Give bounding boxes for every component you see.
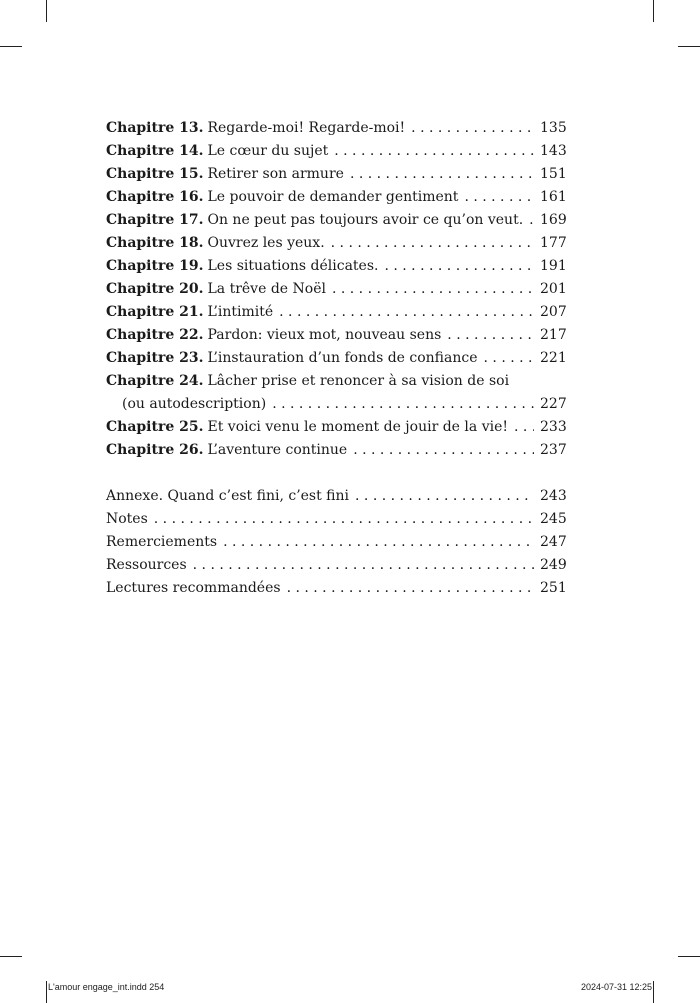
page-number: 251 <box>540 580 567 596</box>
page-number: 217 <box>540 327 567 343</box>
toc-entry-back-matter <box>106 531 566 554</box>
page-number: 161 <box>540 189 567 205</box>
chapter-title: L’instauration d’un fonds de confiance <box>207 350 478 366</box>
leader-dots <box>331 232 534 255</box>
toc-entry <box>106 140 566 163</box>
toc-entry-first-line <box>106 370 566 393</box>
crop-mark <box>46 981 47 1003</box>
crop-mark <box>0 46 22 47</box>
crop-mark <box>653 981 654 1003</box>
leader-dots <box>334 140 534 163</box>
toc-entry-back-matter <box>106 577 566 600</box>
page-number: 243 <box>540 488 567 504</box>
chapter-title: Le pouvoir de demander gentiment <box>207 189 459 205</box>
page-number: 221 <box>540 350 567 366</box>
leader-dots <box>272 393 534 416</box>
page-number: 169 <box>540 212 567 228</box>
leader-dots <box>529 209 534 232</box>
toc-entry <box>106 416 566 439</box>
toc-entry <box>106 347 566 370</box>
chapter-label: Chapitre 21. <box>106 304 204 320</box>
toc-entry <box>106 301 566 324</box>
chapter-label: Chapitre 14. <box>106 143 204 159</box>
chapter-title: L’intimité <box>207 304 274 320</box>
leader-dots <box>353 439 534 462</box>
section-title: Notes <box>106 511 148 527</box>
chapter-title: La trêve de Noël <box>207 281 326 297</box>
page-number: 201 <box>540 281 567 297</box>
page-number: 233 <box>540 419 567 435</box>
toc-entry <box>106 255 566 278</box>
chapter-label: Chapitre 19. <box>106 258 204 274</box>
leader-dots <box>350 163 534 186</box>
leader-dots <box>464 186 534 209</box>
chapter-title: Les situations délicates. <box>207 258 379 274</box>
leader-dots <box>514 416 534 439</box>
page-number: 207 <box>540 304 567 320</box>
print-slug-date: 2024-07-31 12:25 <box>580 982 652 992</box>
chapter-label: Chapitre 13. <box>106 120 204 136</box>
toc-entry <box>106 186 566 209</box>
toc-entry <box>106 117 566 140</box>
chapter-label: Chapitre 25. <box>106 419 204 435</box>
chapter-label: Chapitre 23. <box>106 350 204 366</box>
print-slug-file: L'amour engage_int.indd 254 <box>48 982 165 992</box>
chapter-title-continuation: (ou autodescription) <box>122 396 267 412</box>
page-number: 227 <box>540 396 567 412</box>
page-number: 191 <box>540 258 567 274</box>
leader-dots <box>384 255 534 278</box>
toc-entry-continuation <box>106 393 566 416</box>
crop-mark <box>653 0 654 22</box>
toc-entry-back-matter <box>106 554 566 577</box>
leader-dots <box>279 301 534 324</box>
leader-dots <box>447 324 534 347</box>
chapter-title: Le cœur du sujet <box>207 143 329 159</box>
table-of-contents <box>106 117 566 600</box>
toc-entry <box>106 439 566 462</box>
leader-dots <box>287 577 534 600</box>
chapter-label: Chapitre 18. <box>106 235 204 251</box>
page-number: 247 <box>540 534 567 550</box>
crop-mark <box>678 956 700 957</box>
page-number: 151 <box>540 166 567 182</box>
chapter-title: Retirer son armure <box>207 166 344 182</box>
toc-entry <box>106 324 566 347</box>
toc-entry <box>106 278 566 301</box>
toc-entry-back-matter <box>106 485 566 508</box>
toc-entry <box>106 232 566 255</box>
section-title: Ressources <box>106 557 187 573</box>
section-title: Lectures recommandées <box>106 580 281 596</box>
leader-dots <box>332 278 534 301</box>
toc-entry-back-matter <box>106 508 566 531</box>
page-number: 177 <box>540 235 567 251</box>
leader-dots <box>484 347 534 370</box>
chapter-title: Et voici venu le moment de jouir de la vie! <box>207 419 508 435</box>
section-title: Remerciements <box>106 534 218 550</box>
leader-dots <box>223 531 534 554</box>
chapter-title: Ouvrez les yeux. <box>207 235 325 251</box>
page-number: 135 <box>540 120 567 136</box>
page-number: 249 <box>540 557 567 573</box>
leader-dots <box>154 508 534 531</box>
chapter-label: Chapitre 22. <box>106 327 204 343</box>
page-number: 237 <box>540 442 567 458</box>
leader-dots <box>411 117 534 140</box>
chapter-title: On ne peut pas toujours avoir ce qu’on veut. <box>207 212 524 228</box>
chapter-label: Chapitre 16. <box>106 189 204 205</box>
chapter-label: Chapitre 20. <box>106 281 204 297</box>
section-gap <box>106 462 566 485</box>
crop-mark <box>678 46 700 47</box>
page-number: 245 <box>540 511 567 527</box>
toc-entry <box>106 163 566 186</box>
section-title: Annexe. Quand c’est fini, c’est fini <box>106 488 350 504</box>
chapter-label: Chapitre 15. <box>106 166 204 182</box>
chapter-title: L’aventure continue <box>207 442 348 458</box>
chapter-label: Chapitre 24. <box>106 373 204 389</box>
chapter-label: Chapitre 17. <box>106 212 204 228</box>
chapter-label: Chapitre 26. <box>106 442 204 458</box>
leader-dots <box>355 485 534 508</box>
leader-dots <box>193 554 534 577</box>
chapter-title: Regarde-moi! Regarde-moi! <box>207 120 406 136</box>
chapter-title: Pardon: vieux mot, nouveau sens <box>207 327 442 343</box>
crop-mark <box>46 0 47 22</box>
crop-mark <box>0 956 22 957</box>
toc-entry <box>106 209 566 232</box>
page-number: 143 <box>540 143 567 159</box>
chapter-title: Lâcher prise et renoncer à sa vision de soi <box>207 373 510 389</box>
